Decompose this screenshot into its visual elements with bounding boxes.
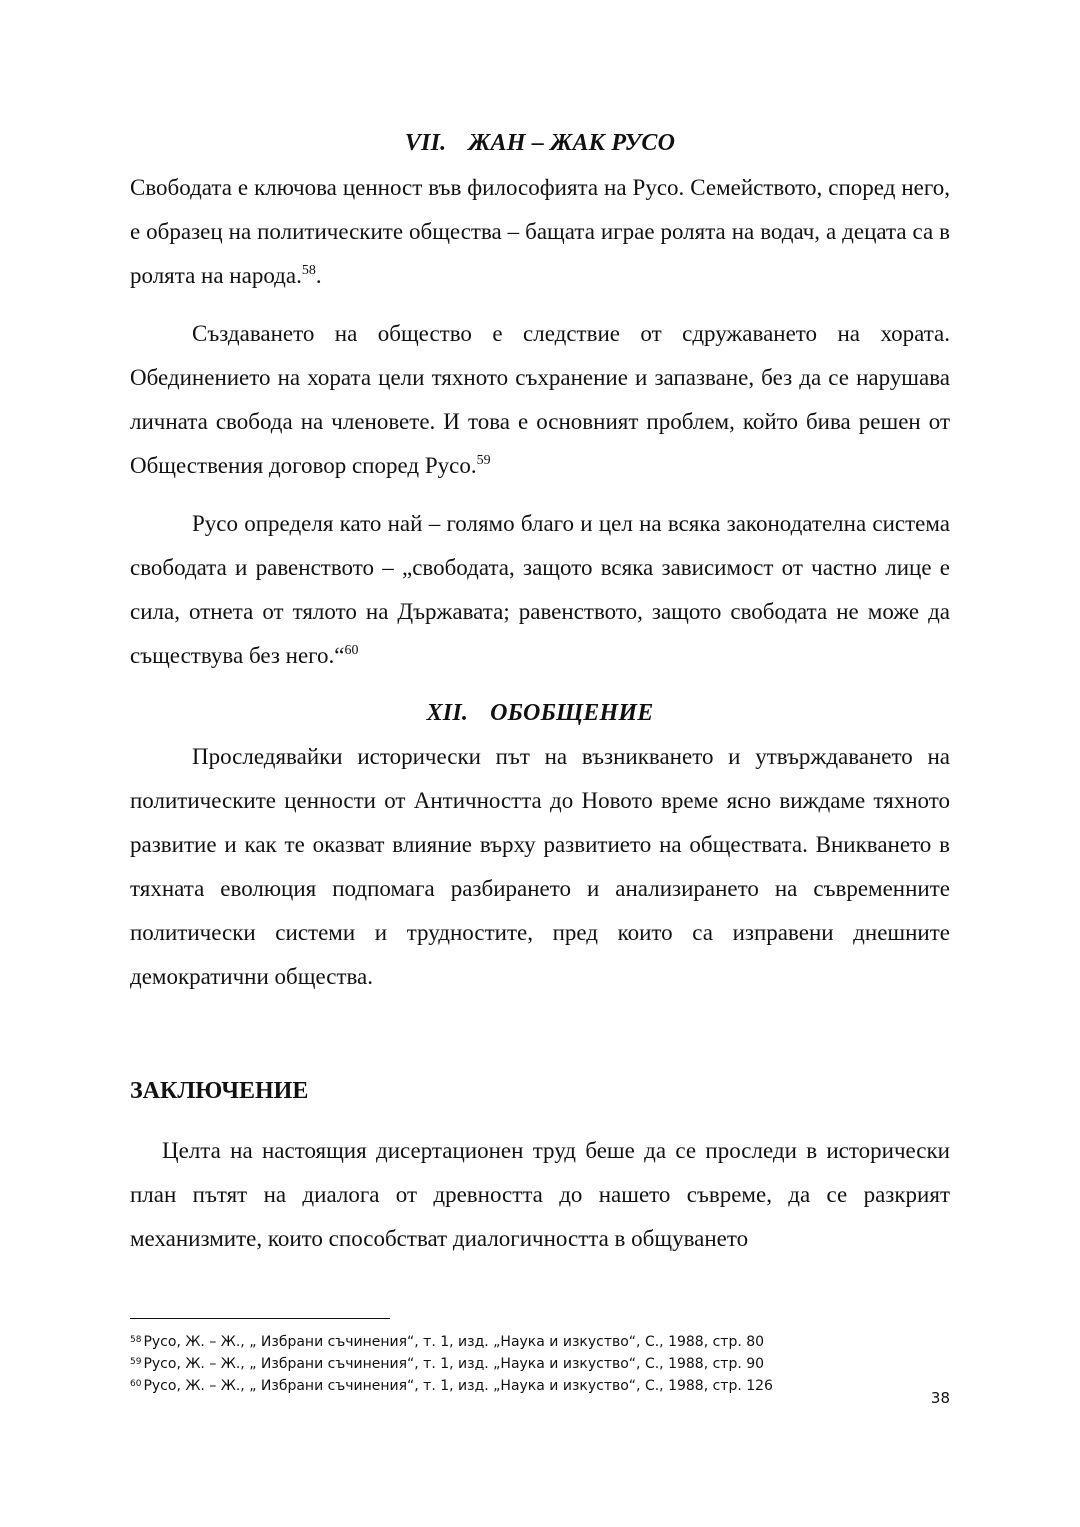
footnote-text: Русо, Ж. – Ж., „ Избрани съчинения“, т. 1, изд. „Наука и изкуство“, С., 1988, стр. 126	[143, 1378, 773, 1394]
footnote-ref: 58	[301, 263, 316, 278]
paragraph-text: Свободата е ключова ценност във философията на Русо. Семейството, според него, е образец на политическите общества – бащата играе ролята на водач, а децата са в ролята на народа.	[130, 175, 950, 288]
paragraph-text: Русо определя като най – голямо благо и цел на всяка законодателна система свободата и равенството – „свободата, защото всяка зависимост от частно лице е сила, отнета от тялото на Държавата; равенството, защото свободата не може да съществува без него.“	[130, 511, 950, 668]
paragraph-rousseau-2	[130, 312, 950, 488]
footnote-number: 59	[130, 1357, 142, 1367]
paragraph-tail: .	[315, 263, 322, 288]
section-heading-xii	[130, 700, 950, 727]
footnote-number: 58	[130, 1335, 142, 1345]
paragraph-rousseau-3	[130, 502, 950, 678]
section-title: ЖАН – ЖАК РУСО	[468, 130, 676, 156]
paragraph-conclusion: Целта на настоящия дисертационен труд беше да се проследи в исторически план пътят на диалога от древността до нашето съвреме, да се разкрият механизмите, които способстват диалогичността в общуването	[130, 1138, 950, 1251]
footnote-number: 60	[130, 1379, 142, 1389]
paragraph-rousseau-1	[130, 166, 950, 298]
paragraph-summary: Проследявайки исторически път на възникването и утвърждаването на политическите ценности от Античността до Новото време ясно виждаме тяхното развитие и как те оказват влияние върху развитието на обществата. Вникването в тяхната еволюция подпомага разбирането и анализирането на съвременните политически системи и трудностите, пред които са изправени днешните демократични общества.	[130, 744, 950, 989]
page-number: 38	[930, 1389, 950, 1407]
footnote-ref: 60	[344, 643, 359, 658]
section-title: ОБОБЩЕНИЕ	[490, 700, 654, 726]
conclusion-heading: ЗАКЛЮЧЕНИЕ	[130, 1078, 309, 1104]
section-heading-vii	[130, 130, 950, 157]
footnote-60	[130, 1377, 773, 1395]
section-number: VII.	[404, 130, 447, 156]
paragraph-text: Създаването на общество е следствие от сдружаването на хората. Обединението на хората цели тяхното съхранение и запазване, без да се нарушава личната свобода на членовете. И това е основният проблем, който бива решен от Обществения договор според Русо.	[130, 321, 950, 478]
section-number: XII.	[426, 700, 469, 726]
footnote-59	[130, 1355, 764, 1373]
footnote-ref: 59	[476, 453, 491, 468]
footnote-58	[130, 1333, 764, 1351]
footnote-text: Русо, Ж. – Ж., „ Избрани съчинения“, т. 1, изд. „Наука и изкуство“, С., 1988, стр. 90	[143, 1356, 765, 1372]
footnote-separator	[130, 1318, 390, 1319]
footnote-text: Русо, Ж. – Ж., „ Избрани съчинения“, т. 1, изд. „Наука и изкуство“, С., 1988, стр. 80	[143, 1334, 765, 1350]
